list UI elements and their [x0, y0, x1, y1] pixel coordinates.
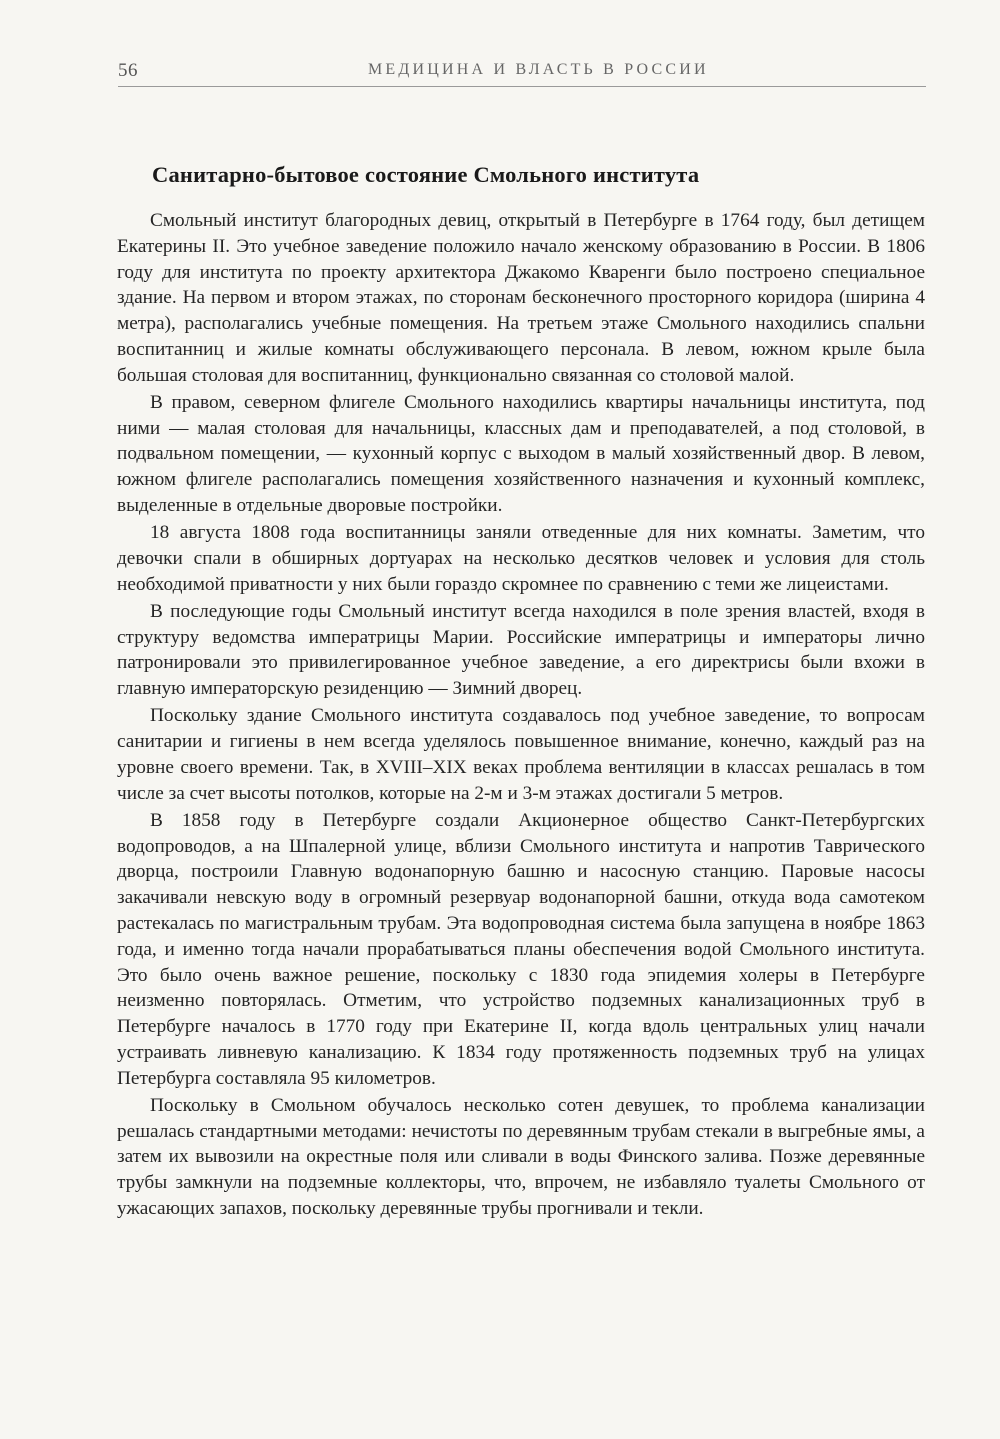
paragraph: В 1858 году в Петербурге создали Акционерное общество Санкт-Петербургских водопроводов, а на Шпалерной улице, вблизи Смольного института и напротив Таврического дворца, построили Главную водонапорную башню и насосную станцию. Паровые насосы закачивали невскую воду в огромный резервуар водонапорной башни, откуда вода самотеком растекалась по магистральным трубам. Эта водопроводная система была запущена в ноябре 1863 года, и именно тогда начали прорабатываться планы обеспечения водой Смольного института. Это было очень важное решение, поскольку с 1830 года эпидемия холеры в Петербурге неизменно повторялась. Отметим, что устройство подземных канализационных труб в Петербурге началось в 1770 году при Екатерине II, когда вдоль центральных улиц начали устраивать ливневую канализацию. К 1834 году протяженность подземных труб на улицах Петербурга составляла 95 километров.: [117, 809, 925, 1089]
page-number: 56: [118, 60, 138, 81]
paragraph: 18 августа 1808 года воспитанницы заняли отведенные для них комнаты. Заметим, что девочки спали в обширных дортуарах на несколько десятков человек и условия для столь необходимой приватности у них были гораздо скромнее по сравнению с теми же лицеистами.: [117, 522, 925, 595]
paragraph: Поскольку здание Смольного института создавалось под учебное заведение, то вопросам санитарии и гигиены в нем всегда уделялось повышенное внимание, конечно, каждый раз на уровне своего времени. Так, в XVIII–XIX веках проблема вентиляции в классах решалась в том числе за счет высоты потолков, которые на 2-м и 3-м этажах достигали 5 метров.: [117, 705, 925, 804]
paragraph: Поскольку в Смольном обучалось несколько сотен девушек, то проблема канализации решалась стандартными методами: нечистоты по деревянным трубам стекали в выгребные ямы, а затем их вывозили на окрестные поля или сливали в воды Финского залива. Позже деревянные трубы замкнули на подземные коллекторы, что, впрочем, не избавляло туалеты Смольного от ужасающих запахов, поскольку деревянные трубы прогнивали и текли.: [117, 1094, 925, 1220]
paragraph: Смольный институт благородных девиц, открытый в Петербурге в 1764 году, был детищем Екатерины II. Это учебное заведение положило начало женскому образованию в России. В 1806 году для института по проекту архитектора Джакомо Кваренги было построено специальное здание. На первом и втором этажах, по сторонам бесконечного просторного коридора (ширина 4 метра), располагались учебные помещения. На третьем этаже Смольного находились спальни воспитанниц и жилые комнаты обслуживающего персонала. В левом, южном крыле была большая столовая для воспитанниц, функционально связанная со столовой малой.: [117, 210, 925, 386]
section-title: Санитарно-бытовое состояние Смольного института: [152, 162, 700, 187]
paragraph: В правом, северном флигеле Смольного находились квартиры начальницы института, под ними — малая столовая для начальницы, классных дам и преподавателей, а под столовой, в подвальном помещении, — кухонный корпус с выходом в малый хозяйственный двор. В левом, южном флигеле располагались помещения хозяйственного назначения и кухонный комплекс, выделенные в отдельные дворовые постройки.: [117, 391, 925, 517]
running-header: [118, 58, 926, 87]
book-title: МЕДИЦИНА И ВЛАСТЬ В РОССИИ: [368, 61, 709, 78]
paragraph: В последующие годы Смольный институт всегда находился в поле зрения властей, входя в структуру ведомства императрицы Марии. Российские императрицы и императоры лично патронировали это привилегированное учебное заведение, а его директрисы были вхожи в главную императорскую резиденцию — Зимний дворец.: [117, 600, 925, 700]
body-text: [117, 208, 925, 1223]
